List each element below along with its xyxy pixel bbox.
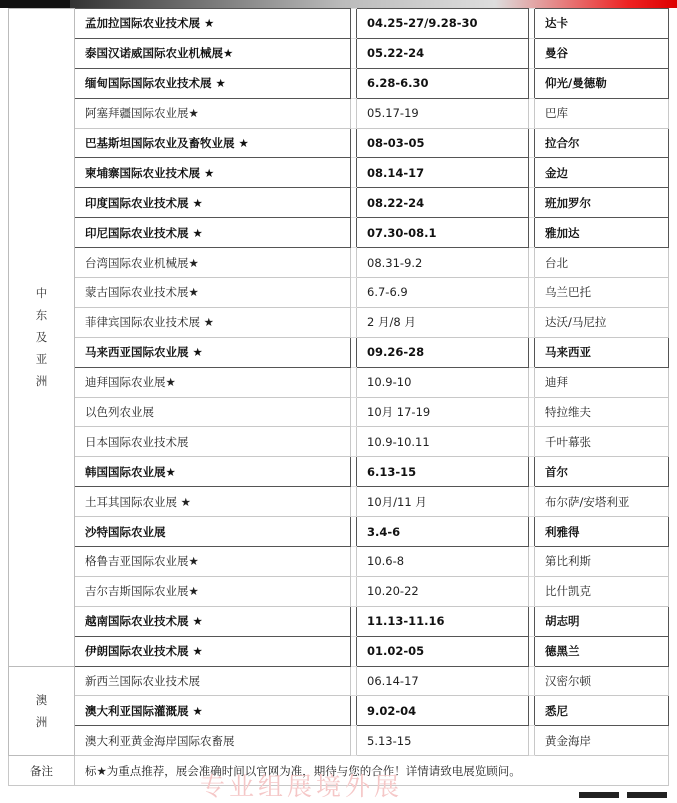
exhibition-city: 千叶幕张 (535, 427, 669, 457)
exhibition-city: 乌兰巴托 (535, 278, 669, 308)
exhibition-date: 07.30-08.1 (357, 218, 529, 248)
exhibition-city: 特拉维夫 (535, 397, 669, 427)
exhibition-date: 10.9-10 (357, 367, 529, 397)
exhibition-name: 越南国际农业技术展 ★ (75, 606, 351, 636)
table-row (9, 666, 669, 696)
exhibition-date: 3.4-6 (357, 517, 529, 547)
exhibition-city: 汉密尔顿 (535, 666, 669, 696)
table-row (9, 278, 669, 308)
table-row (9, 248, 669, 278)
exhibition-name: 新西兰国际农业技术展 (75, 666, 351, 696)
exhibition-date: 10.20-22 (357, 576, 529, 606)
exhibition-city: 黄金海岸 (535, 726, 669, 756)
exhibition-name: 巴基斯坦国际农业及畜牧业展 ★ (75, 128, 351, 158)
exhibition-date: 05.22-24 (357, 38, 529, 68)
exhibition-schedule-table (8, 8, 669, 786)
exhibition-name: 缅甸国际国际农业技术展 ★ (75, 68, 351, 98)
notes-label: 备注 (9, 756, 75, 786)
exhibition-name: 日本国际农业技术展 (75, 427, 351, 457)
exhibition-city: 迪拜 (535, 367, 669, 397)
exhibition-city: 布尔萨/安塔利亚 (535, 487, 669, 517)
exhibition-city: 仰光/曼德勒 (535, 68, 669, 98)
exhibition-date: 11.13-11.16 (357, 606, 529, 636)
exhibition-city: 达沃/马尼拉 (535, 307, 669, 337)
exhibition-city: 悉尼 (535, 696, 669, 726)
exhibition-city: 利雅得 (535, 517, 669, 547)
table-row (9, 547, 669, 577)
exhibition-date: 04.25-27/9.28-30 (357, 9, 529, 39)
exhibition-date: 09.26-28 (357, 337, 529, 367)
table-row (9, 636, 669, 666)
table-row (9, 68, 669, 98)
exhibition-name: 伊朗国际农业技术展 ★ (75, 636, 351, 666)
table-row (9, 367, 669, 397)
exhibition-name: 印尼国际农业技术展 ★ (75, 218, 351, 248)
region-asia-cell (9, 9, 75, 667)
table-row (9, 576, 669, 606)
table-row (9, 188, 669, 218)
exhibition-name: 孟加拉国际农业技术展 ★ (75, 9, 351, 39)
exhibition-city: 比什凯克 (535, 576, 669, 606)
exhibition-name: 印度国际农业技术展 ★ (75, 188, 351, 218)
region-oceania-cell (9, 666, 75, 756)
table-row (9, 487, 669, 517)
table-row (9, 307, 669, 337)
exhibition-date: 9.02-04 (357, 696, 529, 726)
exhibition-city: 德黑兰 (535, 636, 669, 666)
exhibition-date: 10月 17-19 (357, 397, 529, 427)
exhibition-name: 马来西亚国际农业展 ★ (75, 337, 351, 367)
region-label: 澳 洲 (35, 692, 48, 729)
table-row (9, 9, 669, 39)
exhibition-date: 08-03-05 (357, 128, 529, 158)
table-row (9, 38, 669, 68)
table-row (9, 128, 669, 158)
exhibition-city: 第比利斯 (535, 547, 669, 577)
exhibition-city: 首尔 (535, 457, 669, 487)
exhibition-city: 巴库 (535, 98, 669, 128)
exhibition-city: 曼谷 (535, 38, 669, 68)
exhibition-name: 迪拜国际农业展★ (75, 367, 351, 397)
exhibition-date: 06.14-17 (357, 666, 529, 696)
exhibition-name: 吉尔吉斯国际农业展★ (75, 576, 351, 606)
exhibition-name: 阿塞拜疆国际农业展★ (75, 98, 351, 128)
table-row (9, 98, 669, 128)
exhibition-date: 6.7-6.9 (357, 278, 529, 308)
exhibition-name: 泰国汉诺威国际农业机械展★ (75, 38, 351, 68)
exhibition-name: 台湾国际农业机械展★ (75, 248, 351, 278)
exhibition-date: 01.02-05 (357, 636, 529, 666)
exhibition-date: 08.14-17 (357, 158, 529, 188)
exhibition-name: 柬埔寨国际农业技术展 ★ (75, 158, 351, 188)
exhibition-name: 蒙古国际农业技术展★ (75, 278, 351, 308)
exhibition-name: 土耳其国际农业展 ★ (75, 487, 351, 517)
notes-text: 标★为重点推荐，展会准确时间以官网为准，期待与您的合作！详情请致电展览顾问。 (75, 756, 669, 786)
exhibition-city: 拉合尔 (535, 128, 669, 158)
table-row (9, 726, 669, 756)
exhibition-date: 10.6-8 (357, 547, 529, 577)
table-row (9, 397, 669, 427)
exhibition-name: 以色列农业展 (75, 397, 351, 427)
table-row (9, 517, 669, 547)
exhibition-date: 08.31-9.2 (357, 248, 529, 278)
region-label: 中 东 及 亚 洲 (35, 286, 48, 389)
table-row (9, 696, 669, 726)
exhibition-name: 澳大利亚国际灌溉展 ★ (75, 696, 351, 726)
exhibition-city: 班加罗尔 (535, 188, 669, 218)
exhibition-name: 菲律宾国际农业技术展 ★ (75, 307, 351, 337)
table-row (9, 427, 669, 457)
exhibition-date: 10月/11 月 (357, 487, 529, 517)
exhibition-name: 沙特国际农业展 (75, 517, 351, 547)
exhibition-date: 5.13-15 (357, 726, 529, 756)
exhibition-name: 格鲁吉亚国际农业展★ (75, 547, 351, 577)
exhibition-name: 澳大利亚黄金海岸国际农畜展 (75, 726, 351, 756)
table-row (9, 337, 669, 367)
watermark-text: 专业组展境外展 (200, 772, 404, 801)
exhibition-date: 08.22-24 (357, 188, 529, 218)
exhibition-city: 马来西亚 (535, 337, 669, 367)
exhibition-date: 6.28-6.30 (357, 68, 529, 98)
exhibition-date: 2 月/8 月 (357, 307, 529, 337)
exhibition-date: 6.13-15 (357, 457, 529, 487)
exhibition-city: 胡志明 (535, 606, 669, 636)
exhibition-date: 05.17-19 (357, 98, 529, 128)
exhibition-city: 台北 (535, 248, 669, 278)
exhibition-city: 雅加达 (535, 218, 669, 248)
corner-logo-mark (579, 792, 667, 798)
table-row (9, 457, 669, 487)
exhibition-date: 10.9-10.11 (357, 427, 529, 457)
exhibition-city: 金边 (535, 158, 669, 188)
exhibition-name: 韩国国际农业展★ (75, 457, 351, 487)
table-row (9, 606, 669, 636)
table-row (9, 158, 669, 188)
top-decorative-bar (0, 0, 677, 8)
table-row (9, 218, 669, 248)
exhibition-city: 达卡 (535, 9, 669, 39)
